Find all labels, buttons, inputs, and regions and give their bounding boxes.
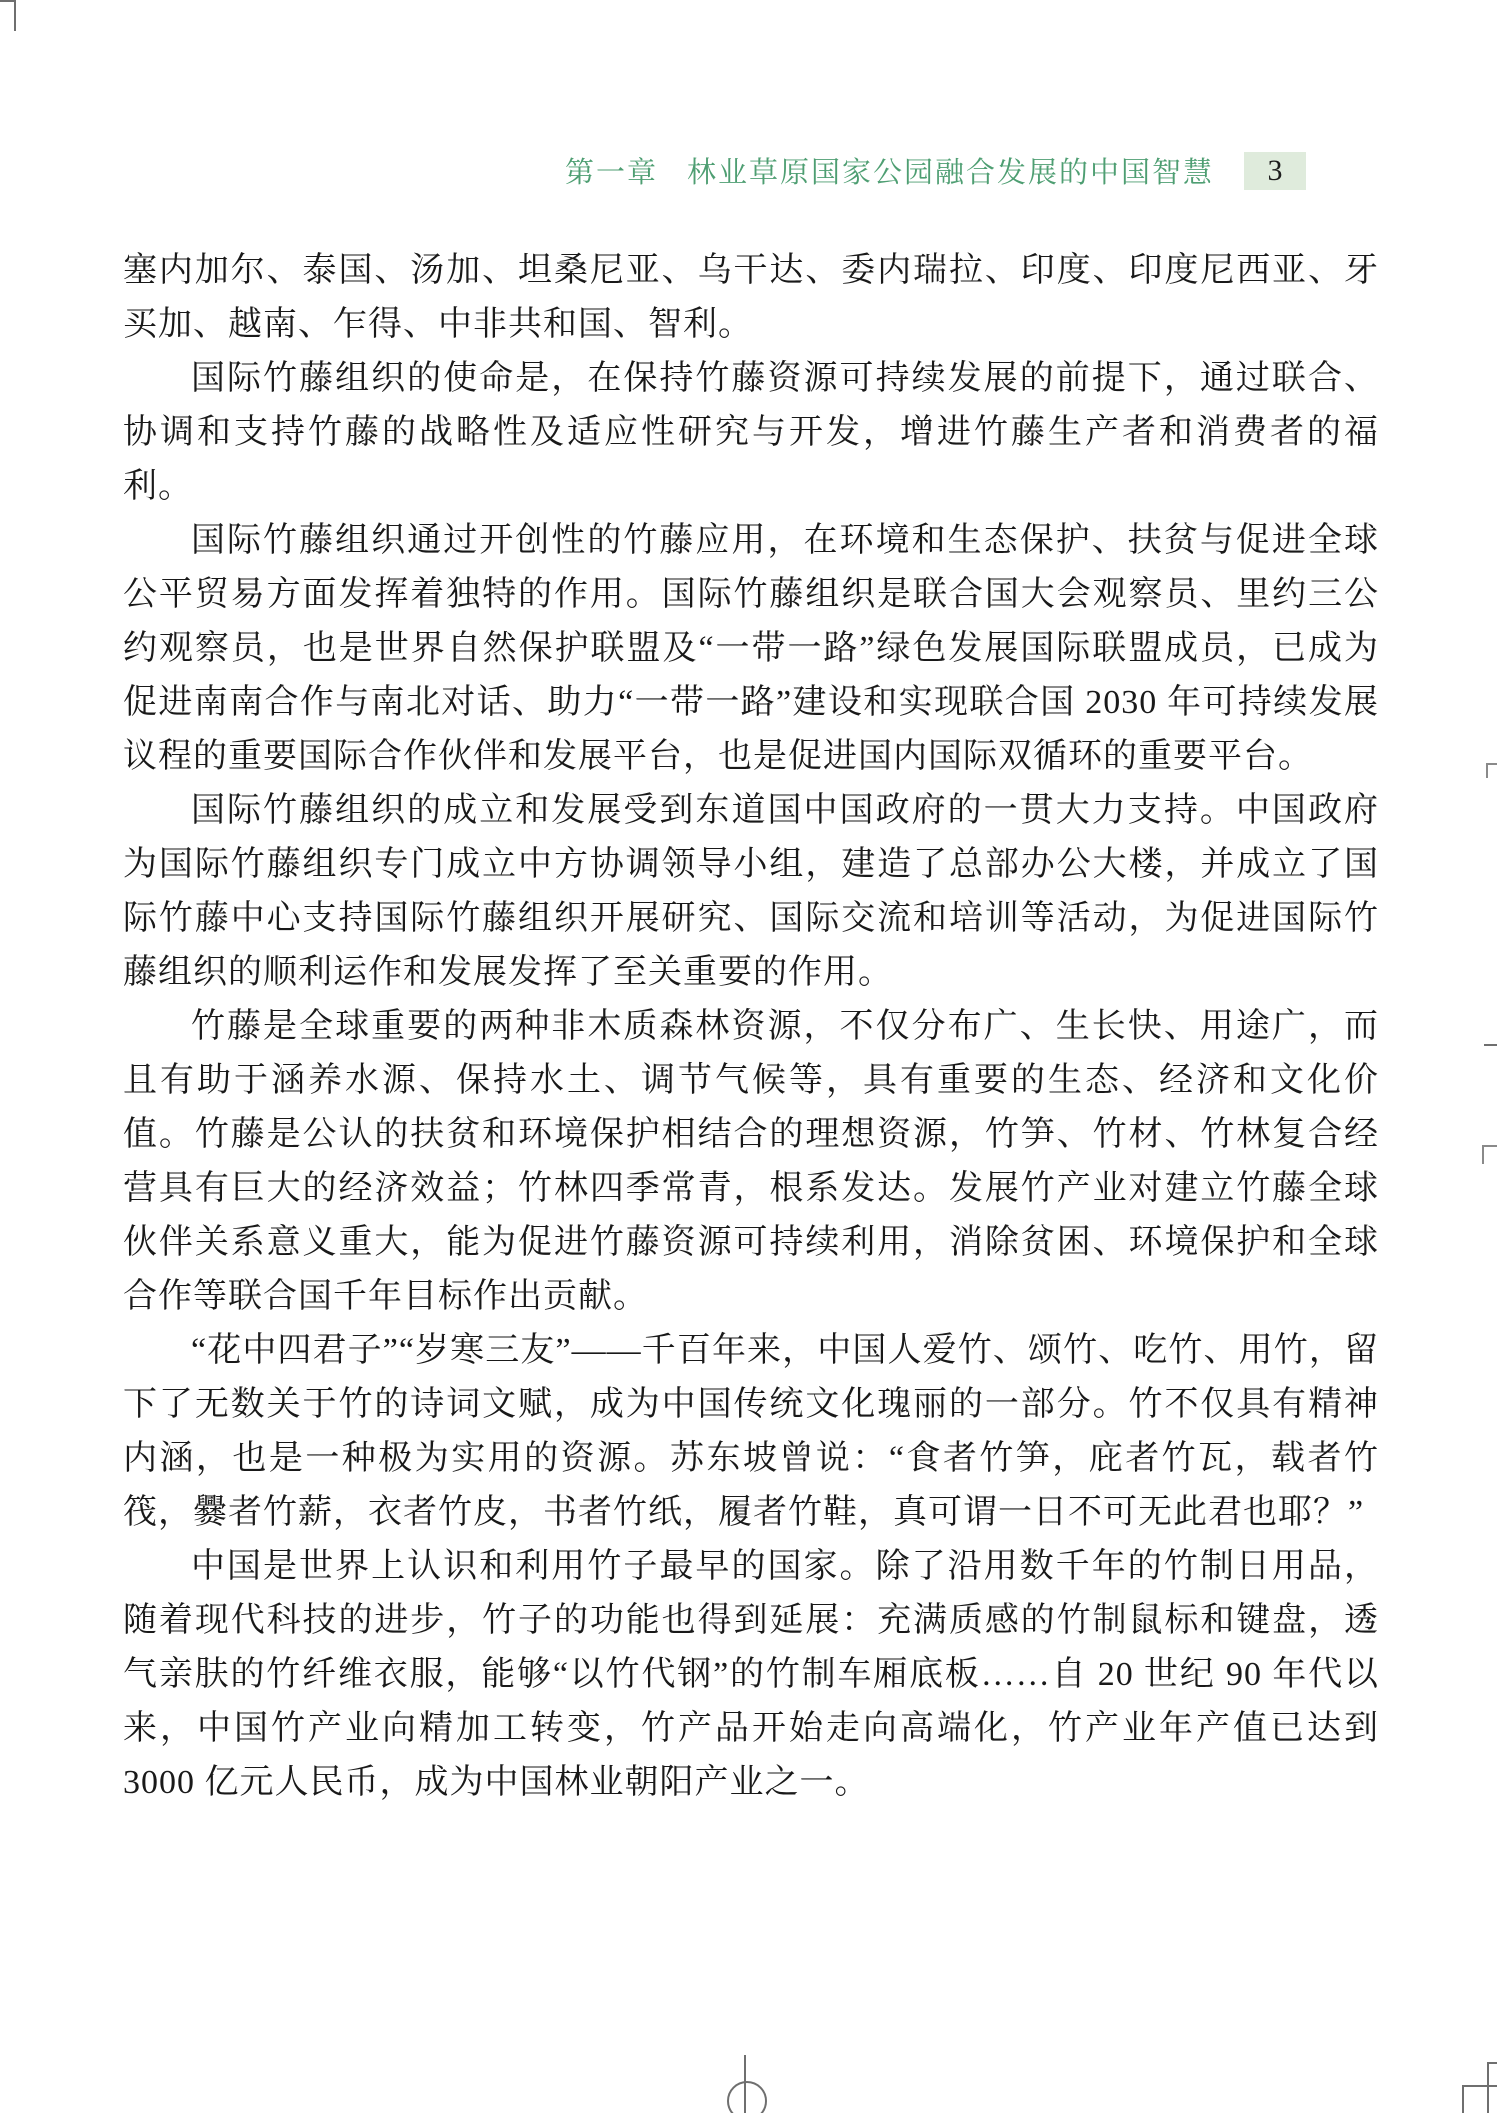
- body-paragraph: “花中四君子”“岁寒三友”——千百年来，中国人爱竹、颂竹、吃竹、用竹，留下了无数关于竹的诗词文赋，成为中国传统文化瑰丽的一部分。竹不仅具有精神内涵，也是一种极为实用的资源。苏东坡曾说：“食者竹笋，庇者竹瓦，载者竹筏，爨者竹薪，衣者竹皮，书者竹纸，履者竹鞋，真可谓一日不可无此君也耶？”: [123, 1332, 1379, 1531]
- running-header: [565, 150, 1306, 191]
- page-number: 3: [1267, 153, 1283, 187]
- crop-mark-right-lower: [1482, 1145, 1497, 1164]
- body-paragraph: 国际竹藤组织的成立和发展受到东道国中国政府的一贯大力支持。中国政府为国际竹藤组织专门成立中方协调领导小组，建造了总部办公大楼，并成立了国际竹藤中心支持国际竹藤组织开展研究、国际交流和培训等活动，为促进国际竹藤组织的顺利运作和发展发挥了至关重要的作用。: [123, 792, 1379, 991]
- body-paragraph: 国际竹藤组织的使命是，在保持竹藤资源可持续发展的前提下，通过联合、协调和支持竹藤的战略性及适应性研究与开发，增进竹藤生产者和消费者的福利。: [123, 360, 1379, 505]
- chapter-title: 林业草原国家公园融合发展的中国智慧: [686, 157, 1214, 189]
- chapter-heading: [565, 150, 1214, 191]
- registration-mark-line: [744, 2055, 746, 2113]
- body-paragraph: 竹藤是全球重要的两种非木质森林资源，不仅分布广、生长快、用途广，而且有助于涵养水源、保持水土、调节气候等，具有重要的生态、经济和文化价值。竹藤是公认的扶贫和环境保护相结合的理想资源，竹笋、竹材、竹林复合经营具有巨大的经济效益；竹林四季常青，根系发达。发展竹产业对建立竹藤全球伙伴关系意义重大，能为促进竹藤资源可持续利用，消除贫困、环境保护和全球合作等联合国千年目标作出贡献。: [123, 1008, 1379, 1315]
- body-paragraph: 中国是世界上认识和利用竹子最早的国家。除了沿用数千年的竹制日用品，随着现代科技的进步，竹子的功能也得到延展：充满质感的竹制鼠标和键盘，透气亲肤的竹纤维衣服，能够“以竹代钢”的竹制车厢底板……自 20 世纪 90 年代以来，中国竹产业向精加工转变，竹产品开始走向高端化，竹产业年产值已达到 3000 亿元人民币，成为中国林业朝阳产业之一。: [123, 1548, 1379, 1801]
- page-number-badge: [1244, 152, 1306, 190]
- body-text: [123, 244, 1379, 1810]
- crop-mark-right-middle: [1484, 1044, 1497, 1046]
- chapter-label: 第一章: [564, 157, 658, 189]
- crop-mark-bottom-left: [0, 0, 16, 31]
- body-paragraph: 塞内加尔、泰国、汤加、坦桑尼亚、乌干达、委内瑞拉、印度、印度尼西亚、牙买加、越南、乍得、中非共和国、智利。: [123, 252, 1379, 343]
- crop-mark-right-upper: [1486, 763, 1497, 778]
- body-paragraph: 国际竹藤组织通过开创性的竹藤应用，在环境和生态保护、扶贫与促进全球公平贸易方面发挥着独特的作用。国际竹藤组织是联合国大会观察员、里约三公约观察员，也是世界自然保护联盟及“一带一路”绿色发展国际联盟成员，已成为促进南南合作与南北对话、助力“一带一路”建设和实现联合国 2030 年可持续发展议程的重要国际合作伙伴和发展平台，也是促进国内国际双循环的重要平台。: [123, 522, 1379, 775]
- registration-mark-bottom-center: [727, 2081, 767, 2113]
- crop-mark-bottom-right-inner: [1487, 2062, 1497, 2113]
